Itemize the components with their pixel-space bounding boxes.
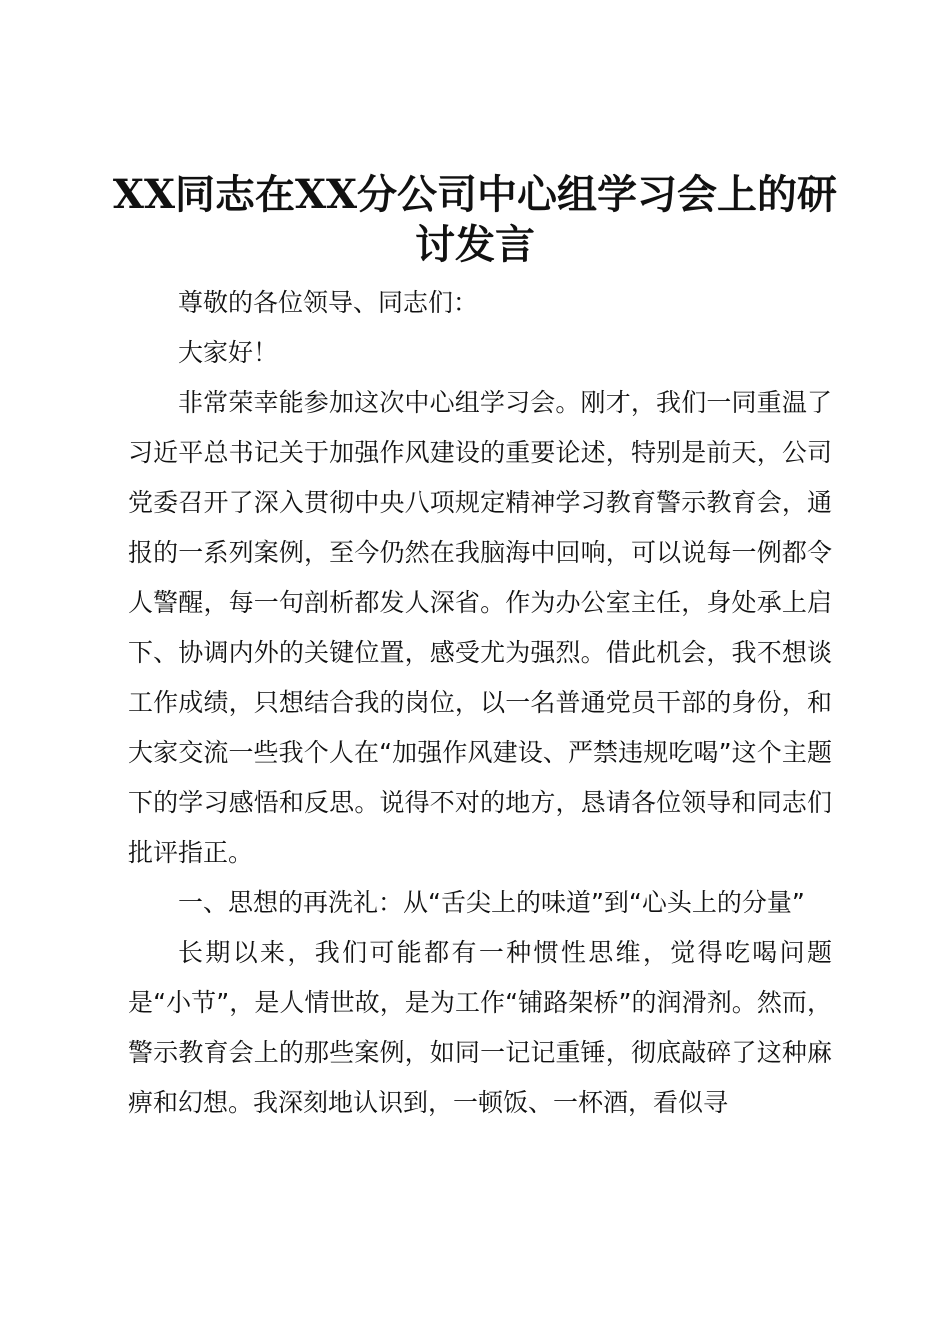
greeting-paragraph: 大家好！: [178, 338, 279, 367]
salutation-paragraph: 尊敬的各位领导、同志们：: [178, 288, 479, 317]
section-heading: 一、思想的再洗礼：从“舌尖上的味道”到“心头上的分量”: [178, 888, 805, 917]
intro-paragraph: 非常荣幸能参加这次中心组学习会。刚才，我们一同重温了习近平总书记关于加强作风建设的重要论述，特别是前天，公司党委召开了深入贯彻中央八项规定精神学习教育警示教育会，通报的一系列案例，至今仍然在我脑海中回响，可以说每一例都令人警醒，每一句剖析都发人深省。作为办公室主任，身处承上启下、协调内外的关键位置，感受尤为强烈。借此机会，我不想谈工作成绩，只想结合我的岗位，以一名普通党员干部的身份，和大家交流一些我个人在“加强作风建设、严禁违规吃喝”这个主题下的学习感悟和反思。说得不对的地方，恳请各位领导和同志们批评指正。: [128, 388, 832, 867]
document-body: [128, 278, 832, 1128]
section-paragraph: 长期以来，我们可能都有一种惯性思维，觉得吃喝问题是“小节”，是人情世故，是为工作“铺路架桥”的润滑剂。然而，警示教育会上的那些案例，如同一记记重锤，彻底敲碎了这种麻痹和幻想。我深刻地认识到，一顿饭、一杯酒，看似寻: [128, 938, 832, 1117]
document-title: XX同志在XX分公司中心组学习会上的研讨发言: [112, 171, 838, 268]
